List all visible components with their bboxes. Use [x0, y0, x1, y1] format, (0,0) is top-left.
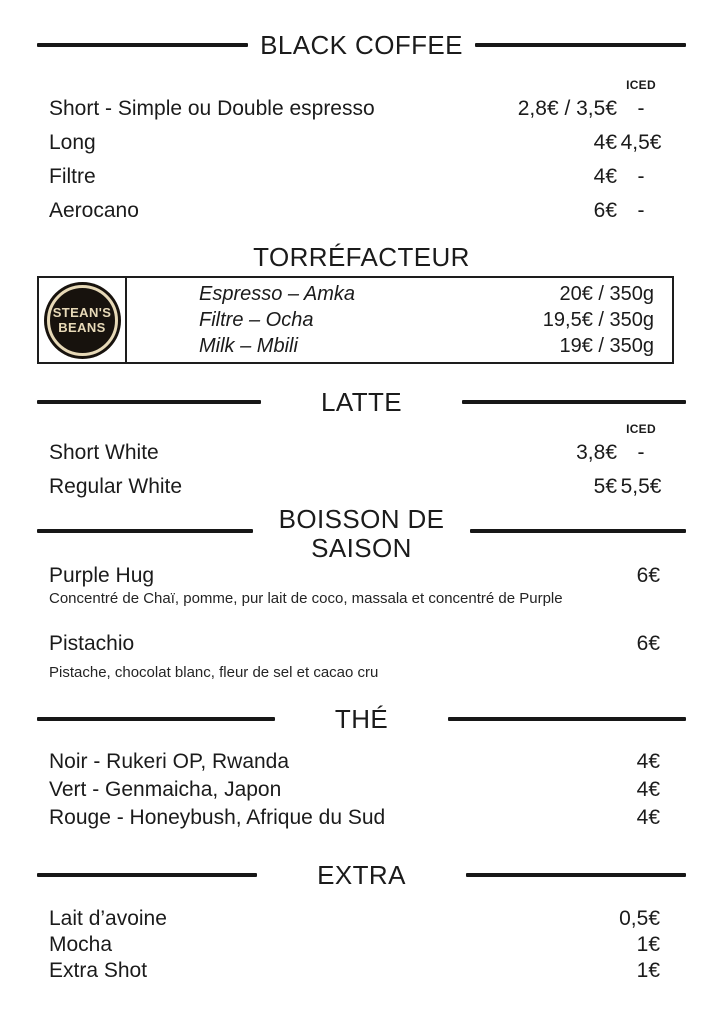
- section-extra: [37, 860, 686, 984]
- item-price: 6€: [636, 632, 660, 655]
- torrefacteur-title: TORRÉFACTEUR: [253, 242, 470, 272]
- menu-item-row: [37, 194, 686, 228]
- rule-left: [37, 529, 253, 533]
- menu-item-row: [37, 92, 686, 126]
- menu-item-row: [37, 563, 686, 589]
- menu-item-row: [37, 906, 686, 932]
- rule-left: [37, 43, 248, 47]
- item-name: Espresso – Amka: [199, 282, 355, 305]
- black-coffee-header: [37, 30, 686, 60]
- title-line1: BOISSON DE: [278, 504, 445, 534]
- item-price: 0,5€: [619, 907, 660, 930]
- item-name: Short White: [49, 441, 159, 464]
- item-price: 4€: [593, 131, 617, 154]
- rule-left: [37, 400, 261, 404]
- menu-item-row: [199, 333, 654, 359]
- item-name: Vert - Genmaicha, Japon: [49, 778, 282, 801]
- item-price-iced: -: [637, 199, 645, 222]
- item-price: 19€ / 350g: [559, 334, 654, 357]
- menu-item-row: [199, 281, 654, 307]
- torrefacteur-items: [127, 278, 672, 362]
- item-price: 20€ / 350g: [559, 282, 654, 305]
- menu-item-row: [37, 436, 686, 470]
- section-title: LATTE: [321, 387, 402, 417]
- item-price: 4€: [636, 778, 660, 801]
- item-price: 4€: [636, 806, 660, 829]
- section-black-coffee: [37, 30, 686, 228]
- item-name: Filtre – Ocha: [199, 308, 314, 331]
- menu-item-row: [37, 160, 686, 194]
- extra-header: [37, 860, 686, 890]
- rule-left: [37, 717, 275, 721]
- rule-right: [466, 873, 686, 877]
- menu-item-row: [37, 932, 686, 958]
- section-the: [37, 704, 686, 832]
- item-price: 4€: [593, 165, 617, 188]
- item-price: 1€: [636, 959, 660, 982]
- item-name: Noir - Rukeri OP, Rwanda: [49, 750, 290, 773]
- item-name: Pistachio: [49, 632, 135, 655]
- item-name: Regular White: [49, 475, 183, 498]
- rule-right: [462, 400, 686, 404]
- steans-beans-logo-icon: [44, 282, 121, 359]
- item-description: Concentré de Chaï, pomme, pur lait de coco, massala et concentré de Purple: [49, 590, 563, 607]
- item-name: Rouge - Honeybush, Afrique du Sud: [49, 806, 386, 829]
- rule-right: [470, 529, 686, 533]
- section-latte: [37, 387, 686, 504]
- item-name: Extra Shot: [49, 959, 148, 982]
- iced-column-header: [37, 78, 686, 92]
- menu-item-row: [37, 126, 686, 160]
- item-name: Short - Simple ou Double espresso: [49, 97, 375, 120]
- iced-label: ICED: [626, 422, 656, 436]
- menu-item-row: [37, 804, 686, 832]
- menu-item-row: [37, 470, 686, 504]
- section-title: EXTRA: [317, 860, 406, 890]
- logo-text-line2: BEANS: [58, 320, 106, 335]
- item-price: 1€: [636, 933, 660, 956]
- item-name: Milk – Mbili: [199, 334, 298, 357]
- logo-cell: [39, 278, 127, 362]
- section-title: THÉ: [334, 704, 389, 734]
- boisson-header: [37, 505, 686, 563]
- rule-right: [448, 717, 686, 721]
- rule-right: [475, 43, 686, 47]
- section-title: [279, 505, 445, 563]
- item-price: 6€: [593, 199, 617, 222]
- item-price-iced: -: [637, 165, 645, 188]
- title-line2: SAISON: [311, 533, 412, 563]
- section-torrefacteur: [37, 243, 686, 364]
- iced-column-header: [37, 422, 686, 436]
- section-title: BLACK COFFEE: [260, 30, 463, 60]
- item-name: Lait d’avoine: [49, 907, 167, 930]
- item-price: 4€: [636, 750, 660, 773]
- item-price-iced: -: [637, 97, 645, 120]
- item-price-iced: 5,5€: [620, 475, 662, 498]
- item-price-iced: 4,5€: [620, 131, 662, 154]
- item-name: Purple Hug: [49, 564, 155, 587]
- item-price: 5€: [593, 475, 617, 498]
- menu-item-row: [37, 631, 686, 657]
- menu-item-row: [37, 958, 686, 984]
- item-price: 2,8€ / 3,5€: [517, 97, 617, 120]
- menu-item-row: [199, 307, 654, 333]
- item-price: 6€: [636, 564, 660, 587]
- item-price: 19,5€ / 350g: [542, 308, 654, 331]
- item-name: Mocha: [49, 933, 113, 956]
- section-boisson-de-saison: [37, 505, 686, 683]
- item-name: Long: [49, 131, 96, 154]
- menu-item-row: [37, 748, 686, 776]
- item-price: 3,8€: [576, 441, 617, 464]
- rule-left: [37, 873, 257, 877]
- logo-text-line1: STEAN'S: [52, 305, 112, 320]
- item-name: Filtre: [49, 165, 96, 188]
- torrefacteur-box: [37, 276, 674, 364]
- latte-header: [37, 387, 686, 417]
- item-price-iced: -: [637, 441, 645, 464]
- item-description: Pistache, chocolat blanc, fleur de sel et cacao cru: [49, 664, 379, 681]
- iced-label: ICED: [626, 78, 656, 92]
- the-header: [37, 704, 686, 734]
- item-name: Aerocano: [49, 199, 139, 222]
- menu-item-row: [37, 776, 686, 804]
